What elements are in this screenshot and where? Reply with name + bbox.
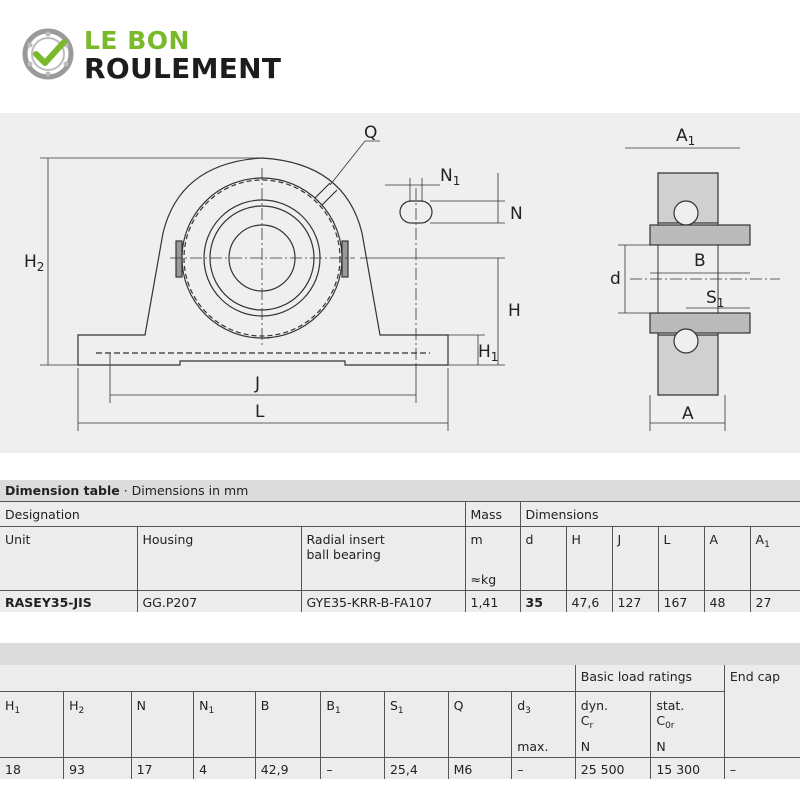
- label-n: N: [510, 204, 523, 224]
- header-b: B: [255, 691, 321, 757]
- cell-n: 17: [131, 757, 194, 779]
- cell-l: 167: [658, 590, 704, 612]
- logo-line2: ROULEMENT: [84, 52, 282, 85]
- header-h1: $H_1$: [0, 691, 64, 757]
- header-s1: $S_1$: [384, 691, 448, 757]
- load-rating-table: [0, 643, 800, 779]
- side-view: [618, 148, 780, 431]
- label-h: H: [508, 301, 521, 321]
- drawing-svg: [0, 113, 800, 453]
- label-h2: $H_2$: [24, 252, 45, 274]
- label-q: Q: [364, 123, 378, 143]
- header-q: Q: [448, 691, 512, 757]
- cell-n1: 4: [194, 757, 256, 779]
- cell-housing: GG.P207: [137, 590, 301, 612]
- header-end-cap: End cap: [724, 665, 800, 691]
- label-n1: $N_1$: [440, 166, 461, 188]
- cell-a: 48: [704, 590, 750, 612]
- cell-d: 35: [520, 590, 566, 612]
- header-h: H: [566, 526, 612, 590]
- cell-unit: RASEY35-JIS: [0, 590, 137, 612]
- header-d: d: [520, 526, 566, 590]
- label-l: L: [255, 402, 265, 422]
- table-title: Dimension table: [5, 483, 120, 498]
- cell-b1: –: [321, 757, 385, 779]
- header-b1: $B_1$: [321, 691, 385, 757]
- header-designation: Designation: [0, 501, 465, 526]
- header-stat: stat. $C_{0r}$ N: [651, 691, 725, 757]
- cell-a1: 27: [750, 590, 800, 612]
- label-b: B: [694, 251, 706, 271]
- table-title-row: Dimension table · Dimensions in mm: [0, 480, 800, 501]
- header-insert: Radial insert ball bearing: [301, 526, 465, 590]
- table-row: [0, 590, 800, 612]
- header-mass: Mass: [465, 501, 520, 526]
- label-j: J: [255, 374, 261, 394]
- header-a: A: [704, 526, 750, 590]
- cell-d3: –: [512, 757, 576, 779]
- table-subtitle: Dimensions in mm: [131, 483, 249, 498]
- header-m: m ≈kg: [465, 526, 520, 590]
- cell-h1: 18: [0, 757, 64, 779]
- logo: [22, 26, 302, 86]
- header-unit: Unit: [0, 526, 137, 590]
- header-d3: $d_3$ max.: [512, 691, 576, 757]
- cell-c0r: 15 300: [651, 757, 725, 779]
- header-n: N: [131, 691, 194, 757]
- label-a1: $A_1$: [676, 126, 696, 148]
- header-j: J: [612, 526, 658, 590]
- cell-q: M6: [448, 757, 512, 779]
- label-s1: $S_1$: [706, 288, 725, 310]
- bearing-check-icon: [22, 28, 74, 80]
- label-h1: $H_1$: [478, 342, 499, 364]
- header-n1: $N_1$: [194, 691, 256, 757]
- header-housing: Housing: [137, 526, 301, 590]
- housing-outline: [78, 158, 448, 365]
- table2-band: [0, 643, 800, 665]
- header-a1: $A_1$: [750, 526, 800, 590]
- technical-drawing: [0, 113, 800, 453]
- cell-h: 47,6: [566, 590, 612, 612]
- cell-mass: 1,41: [465, 590, 520, 612]
- label-a: A: [682, 404, 694, 424]
- header-h2: $H_2$: [64, 691, 132, 757]
- header-l: L: [658, 526, 704, 590]
- cell-b: 42,9: [255, 757, 321, 779]
- header-basic-load: Basic load ratings: [575, 665, 724, 691]
- cell-s1: 25,4: [384, 757, 448, 779]
- table-row: [0, 757, 800, 779]
- dimension-table: [0, 480, 800, 612]
- cell-j: 127: [612, 590, 658, 612]
- cell-cr: 25 500: [575, 757, 651, 779]
- header-dyn: dyn. $C_r$ N: [575, 691, 651, 757]
- cell-end-cap: –: [724, 757, 800, 779]
- logo-line1: LE BON: [84, 26, 190, 55]
- cell-h2: 93: [64, 757, 132, 779]
- header-dimensions: Dimensions: [520, 501, 800, 526]
- cell-insert: GYE35-KRR-B-FA107: [301, 590, 465, 612]
- label-d: d: [610, 269, 621, 289]
